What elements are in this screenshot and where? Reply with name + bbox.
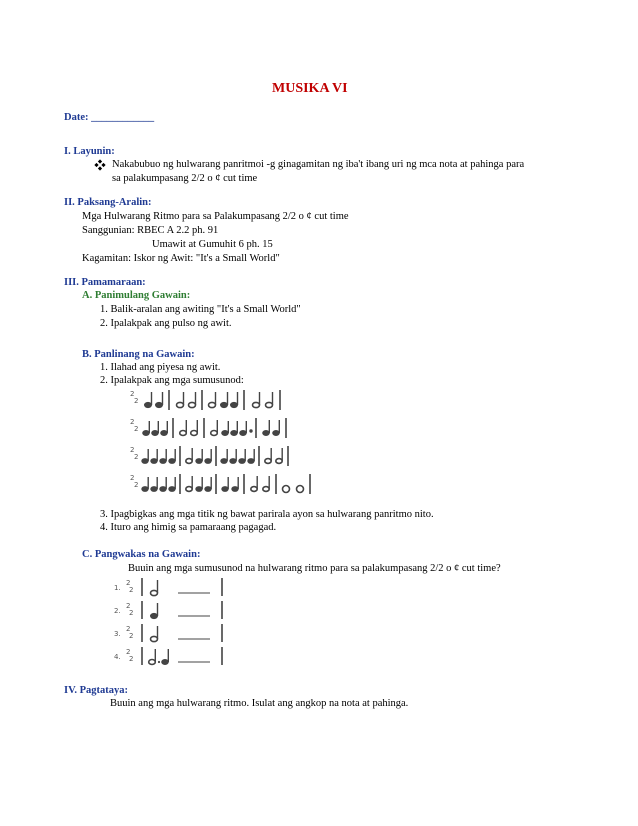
diamond-bullet-icon: [95, 160, 105, 170]
svg-text:4.: 4.: [114, 653, 121, 661]
section-heading-paksang-aralin: II. Paksang-Aralin:: [64, 197, 152, 208]
svg-text:2: 2: [130, 446, 135, 454]
subheading-panlinang-na-gawain: B. Panlinang na Gawain:: [82, 349, 195, 360]
materials-line: Kagamitan: Iskor ng Awit: "It's a Small World": [82, 253, 280, 264]
page-title: MUSIKA VI: [272, 81, 348, 96]
rhythm-row-1: [130, 390, 280, 410]
date-line: Date: ____________: [64, 112, 155, 123]
subheading-panimulang-gawain: A. Panimulang Gawain:: [82, 290, 191, 301]
rhythm-pattern-figure: [128, 386, 328, 506]
exercise-row-4: [114, 647, 222, 665]
assessment-text: Buuin ang mga hulwarang ritmo. Isulat ang angkop na nota at pahinga.: [110, 698, 409, 709]
svg-text:2: 2: [129, 655, 134, 663]
svg-text:2: 2: [134, 481, 139, 489]
svg-text:2: 2: [129, 609, 134, 617]
svg-text:2: 2: [130, 390, 135, 398]
step-a2: 2. Ipalakpak ang pulso ng awit.: [100, 318, 232, 329]
svg-text:2: 2: [130, 474, 135, 482]
rhythm-row-4: [130, 474, 310, 494]
svg-text:2: 2: [134, 397, 139, 405]
svg-text:2: 2: [126, 648, 131, 656]
closing-activity-text: Buuin ang mga sumusunod na hulwarang ritmo para sa palakumpasang 2/2 o ¢ cut time?: [128, 563, 501, 574]
svg-text:3.: 3.: [114, 630, 121, 638]
exercise-row-2: [114, 601, 222, 619]
step-a1: 1. Balik-aralan ang awiting "It's a Small World": [100, 304, 301, 315]
svg-text:2: 2: [134, 425, 139, 433]
svg-text:2.: 2.: [114, 607, 121, 615]
rhythm-row-3: [130, 446, 288, 466]
reference-line-2: Umawit at Gumuhit 6 ph. 15: [152, 239, 273, 250]
objective-text-line-2: sa palakumpasang 2/2 o ¢ cut time: [112, 173, 258, 184]
step-b4: 4. Ituro ang himig sa pamaraang pagagad.: [100, 522, 277, 533]
section-heading-pagtataya: IV. Pagtataya:: [64, 685, 128, 696]
svg-text:2: 2: [126, 625, 131, 633]
svg-text:1.: 1.: [114, 584, 121, 592]
svg-text:2: 2: [134, 453, 139, 461]
svg-text:2: 2: [129, 586, 134, 594]
exercise-row-1: [114, 578, 222, 596]
exercise-row-3: [114, 624, 222, 642]
section-heading-layunin: I. Layunin:: [64, 146, 115, 157]
svg-text:2: 2: [129, 632, 134, 640]
svg-text:2: 2: [126, 579, 131, 587]
step-b3: 3. Ipagbigkas ang mga titik ng bawat parirala ayon sa hulwarang panritmo nito.: [100, 509, 434, 520]
step-b1: 1. Ilahad ang piyesa ng awit.: [100, 362, 221, 373]
section-heading-pamamaraan: III. Pamamaraan:: [64, 277, 146, 288]
svg-text:2: 2: [126, 602, 131, 610]
reference-line-1: Sanggunian: RBEC A 2.2 ph. 91: [82, 225, 219, 236]
objective-text-line-1: Nakabubuo ng hulwarang panritmoi -g ginagamitan ng iba't ibang uri ng mca nota at pahinga para: [112, 159, 525, 170]
subheading-pangwakas-na-gawain: C. Pangwakas na Gawain:: [82, 549, 201, 560]
svg-text:2: 2: [130, 418, 135, 426]
topic-line: Mga Hulwarang Ritmo para sa Palakumpasang 2/2 o ¢ cut time: [82, 211, 349, 222]
step-b2: 2. Ipalakpak ang mga sumusunod:: [100, 375, 244, 386]
rhythm-row-2: [130, 418, 286, 438]
rhythm-exercise-figure: [112, 576, 272, 672]
